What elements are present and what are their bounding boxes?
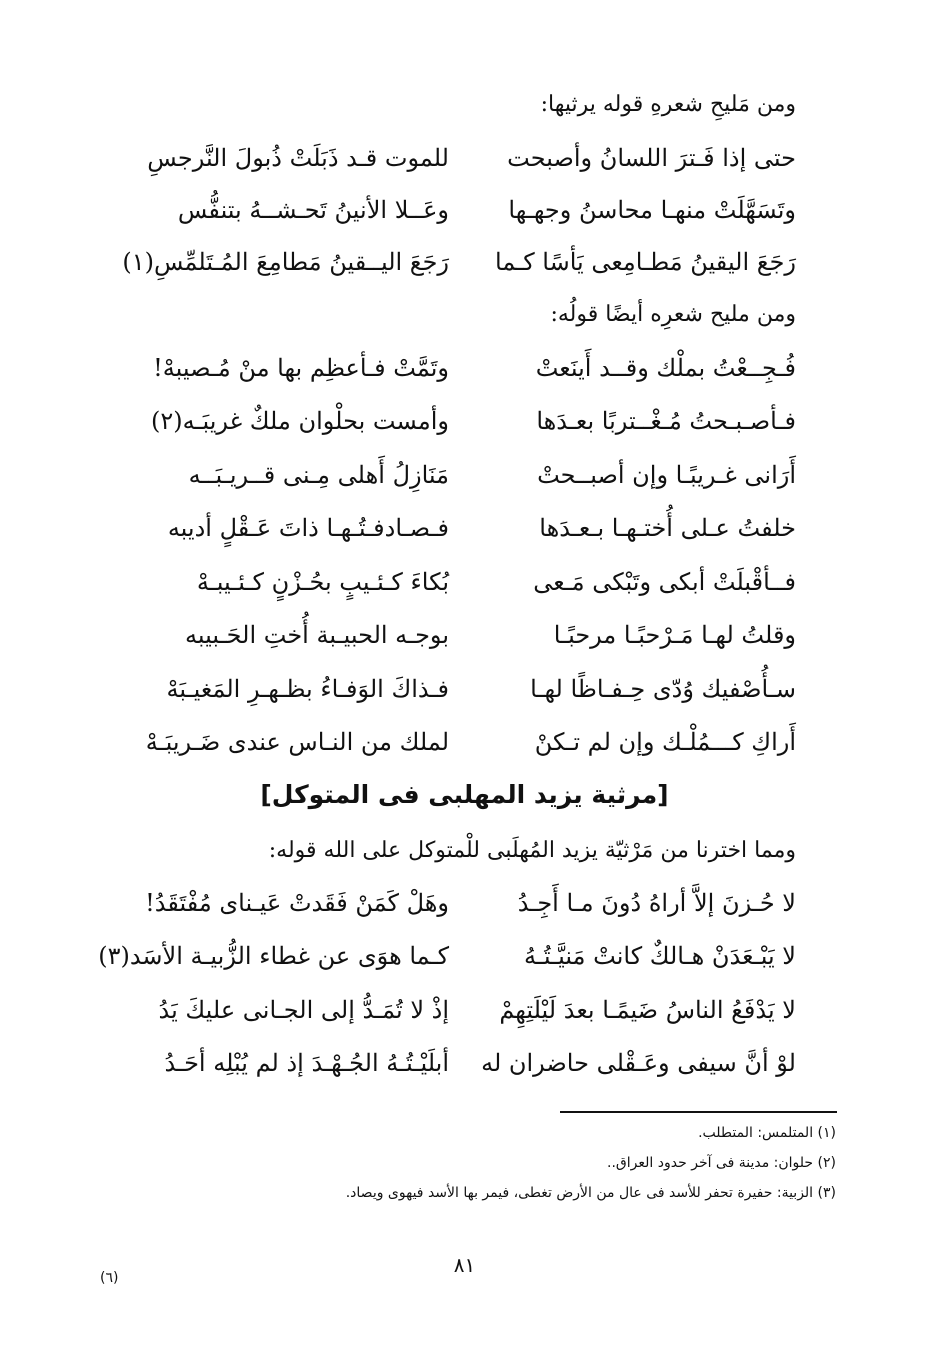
poem2-v5-left: بُكاءَ كـئـيبٍ بحُـزْنٍ كـئـيبـهْ	[196, 568, 449, 596]
poem2-v6-right: وقلتُ لهـا مَـرْحبًـا مرحبًـا	[553, 621, 796, 649]
intro-line-2: ومن مليح شعرِه أيضًا قولُه:	[550, 302, 796, 327]
poem1-v3-right: رَجَعَ اليقينُ مَطـامِعى يَأسًا كـما	[495, 248, 796, 276]
poem3-v2-right: لا يَبْـعَدَنْ هـالكٌ كانتْ مَنيَّـتُـهُ	[524, 942, 796, 970]
footnote-2: (٢) حلوان: مدينة فى آخر حدود العراق..	[607, 1155, 836, 1171]
footnote-divider	[560, 1111, 837, 1113]
poem2-v1-left: وتَمَّتْ فـأعظِم بها منْ مُـصيبهْ!	[153, 354, 449, 382]
footnote-3: (٣) الزبية: حفيرة تحفر للأسد فى عال من الأرض تغطى، فيمر بها الأسد فيهوى ويصاد.	[345, 1185, 836, 1201]
poem3-v3-right: لا يَدْفَعُ الناسُ ضَيمًـا بعدَ لَيْلَتِهِمْ	[499, 996, 796, 1024]
poem2-v4-left: فـصـادفـتُـهـا ذاتَ عَـقْلٍ أديبه	[167, 514, 449, 542]
poem3-v2-left: كـما هوَى عن غطاء الزُّبيـة الأسَد(٣)	[98, 942, 449, 970]
poem1-v3-left: رَجَعَ اليــقينُ مَطامِعَ المُـتَلمِّسِ(١)	[122, 248, 449, 276]
footnote-1: (١) المتلمس: المتطلب.	[698, 1125, 836, 1141]
poem2-v7-right: سـأُصْفيك وُدّى حِـفـاظًا لهـا	[530, 675, 796, 703]
intro-line-1: ومن مَليحِ شعرهِ قوله يرثيها:	[540, 92, 796, 117]
signature-mark: (٦)	[100, 1270, 119, 1286]
poem2-v8-left: لملك من النـاس عندى ضَـريبَـهْ	[145, 728, 449, 756]
section-heading: [مرثية يزيد المهلبى فى المتوكل]	[260, 780, 669, 809]
poem1-v1-right: حتى إذا فَـترَ اللسانُ وأصبحت	[507, 144, 796, 172]
poem2-v7-left: فـذاكَ الوَفـاءُ بظـهـرِ المَغيـبَهْ	[166, 675, 449, 703]
poem2-v3-left: مَنَازِلُ أَهلى مِـنى قــريـبَــه	[188, 461, 449, 489]
poem3-v1-left: وهَلْ كَمَنْ فَقَدتْ عَيـناى مُفْتَقَدُ!	[145, 889, 449, 917]
poem2-v5-right: فــأقْبلَتْ أبكى وتَبْكى مَـعى	[533, 568, 796, 596]
page-number: ٨١	[453, 1253, 476, 1277]
poem3-v3-left: إذْ لا تُمَـدُّ إلى الجـانى عليكَ يَدُ	[158, 996, 449, 1024]
poem3-v4-left: أبلَيْـتُـهُ الجُـهْـدَ إذ لم يُبْلِه أحَـدُ	[164, 1049, 449, 1077]
poem3-v4-right: لوْ أنَّ سيفى وعَـقْلى حاضران له	[481, 1049, 796, 1077]
poem2-v2-left: وأمست بحلْوان ملكٌ غريبَـه(٢)	[150, 407, 449, 435]
poem2-v3-right: أَرَانى غـريبًـا وإن أصبــحتْ	[537, 461, 796, 489]
poem1-v1-left: للموت قـد ذَبَلَتْ ذُبولَ النَّرجسِ	[147, 144, 449, 172]
poem2-v4-right: خلفتُ عـلى أُختـهـا بـعـدَها	[539, 514, 796, 542]
poem2-v8-right: أَراكِ كـــمُلْـك وإن لم تـكنْ	[534, 728, 796, 756]
intro-line-3: ومما اخترنا من مَرْثيّة يزيد المُهلَبى للْمتوكل على الله قوله:	[268, 838, 796, 863]
poem2-v1-right: فُـجِــعْتُ بملْك وقــد أَينَعتْ	[535, 354, 796, 382]
poem1-v2-left: وعَــلا الأنينُ تَحـشــهُ بتنفُّس	[177, 196, 449, 224]
poem2-v2-right: فـأصـبـحتُ مُـغْــتربًا بعـدَها	[536, 407, 796, 435]
poem3-v1-right: لا حُـزنَ إلاَّ أراهُ دُونَ مـا أَجِـدُ	[517, 889, 796, 917]
poem2-v6-left: بوجـه الحبيـبة أُختِ الحَـبيبه	[185, 621, 449, 649]
poem1-v2-right: وتَسَهَّلَتْ منهـا محاسنُ وجهـها	[508, 196, 796, 224]
